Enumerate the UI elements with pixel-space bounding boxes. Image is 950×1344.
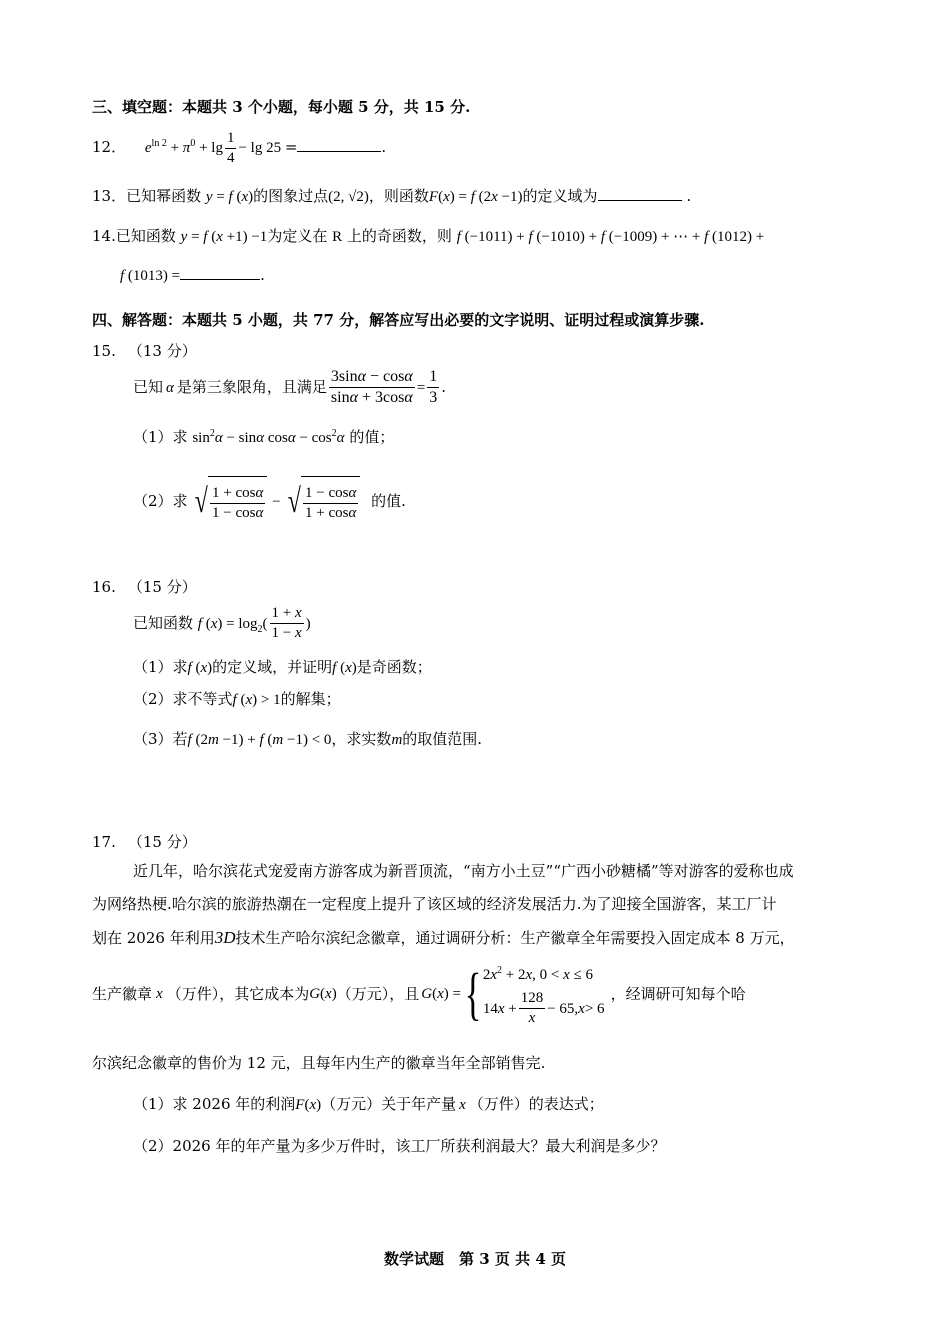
q13-answer-blank[interactable] [598,200,682,201]
section-3-heading: 三、填空题：本题共 3 个小题，每小题 5 分，共 15 分. [92,98,471,116]
section-4-heading: 四、解答题：本题共 5 小题，共 77 分，解答应写出必要的文字说明、证明过程或演算步骤. [92,311,705,329]
question-17-part-1: （1）求 2026 年的利润F(x)（万元）关于年产量 x （万件）的表达式； [133,1095,604,1113]
question-15-intro: 已知 α 是第三象限角，且满足 $\frac{3\sin\alpha - \cos\alpha}{\sin\alpha + 3\cos\alpha}$ = $\frac{1}{3}$ . [133,368,446,407]
question-16-header: 16. （15 分） [92,578,197,596]
question-13: 13．已知幂函数 y = f (x)的图象过点(2, √2)，则函数F(x) = f (2x −1)的定义域为 . [92,187,692,205]
question-17-para-1: 近几年，哈尔滨花式宠爱南方游客成为新晋顶流，“南方小土豆”“广西小砂糖橘”等对游客的爱称也成 [133,862,794,880]
question-16-intro: 已知函数 f $(x) = \log_2$( $\frac{1 + x}{1 - x}$ ) [133,605,311,642]
question-15-part-2: （2）求 √ $\frac{1 + \cos\alpha}{1 - \cos\alpha}$ − √ $\frac{1 - \cos\alpha}{1 + \cos\alpha}$ 的值. [133,476,406,528]
question-16-part-3: （3）若f (2m −1) + f (m −1) < 0，求实数m的取值范围. [133,730,483,748]
q12-number: 12． [92,138,127,157]
q12-expression: $e^{ln 2} + \pi^0 + \lg$ $\frac{1}{4}$ − lg 25 [144,130,285,167]
question-14-cont: f (1013) = . [120,266,265,284]
question-15-part-1: （1）求 $\sin^2\alpha - \sin\alpha$ $\cos\alpha - \cos^2\alpha$ 的值； [133,428,395,446]
question-16-part-1: （1）求f (x)的定义域，并证明f (x)是奇函数； [133,658,432,676]
question-12: 12． $e^{ln 2} + \pi^0 + \lg$ $\frac{1}{4}$ − lg 25 = . [92,130,387,167]
question-17-para-3: 划在 2026 年利用3D技术生产哈尔滨纪念徽章，通过调研分析：生产徽章全年需要投入固定成本 8 万元， [92,928,795,947]
question-17-para-4: 生产徽章 x （万件），其它成本为 G(x) （万元），且 G(x) = { $2x^2 + 2x$, 0 < x ≤ 6 14 x + $\frac{128}{x}$ − 65, x > 6 ，经调研可知每个哈 [92,960,746,1027]
q12-answer-blank[interactable] [297,151,381,152]
question-17-header: 17. （15 分） [92,833,197,851]
question-17-para-5: 尔滨纪念徽章的售价为 12 元，且每年内生产的徽章当年全部销售完. [92,1054,546,1072]
question-16-part-2: （2）求不等式f (x) > 1的解集； [133,690,341,708]
question-17-para-2: 为网络热梗.哈尔滨的旅游热潮在一定程度上提升了该区域的经济发展活力.为了迎接全国游客，某工厂计 [92,895,777,913]
question-14: 14.已知函数 y = f (x +1) −1为定义在 R 上的奇函数，则 f (−1011) + f (−1010) + f (−1009) + ⋯ + f (1012) + [92,227,765,245]
page-footer: 数学试题 第 3 页 共 4 页 [384,1250,566,1268]
question-17-part-2: （2）2026 年的年产量为多少万件时，该工厂所获利润最大？最大利润是多少？ [133,1137,666,1155]
q14-answer-blank[interactable] [180,279,260,280]
question-15-header: 15. （13 分） [92,342,197,360]
